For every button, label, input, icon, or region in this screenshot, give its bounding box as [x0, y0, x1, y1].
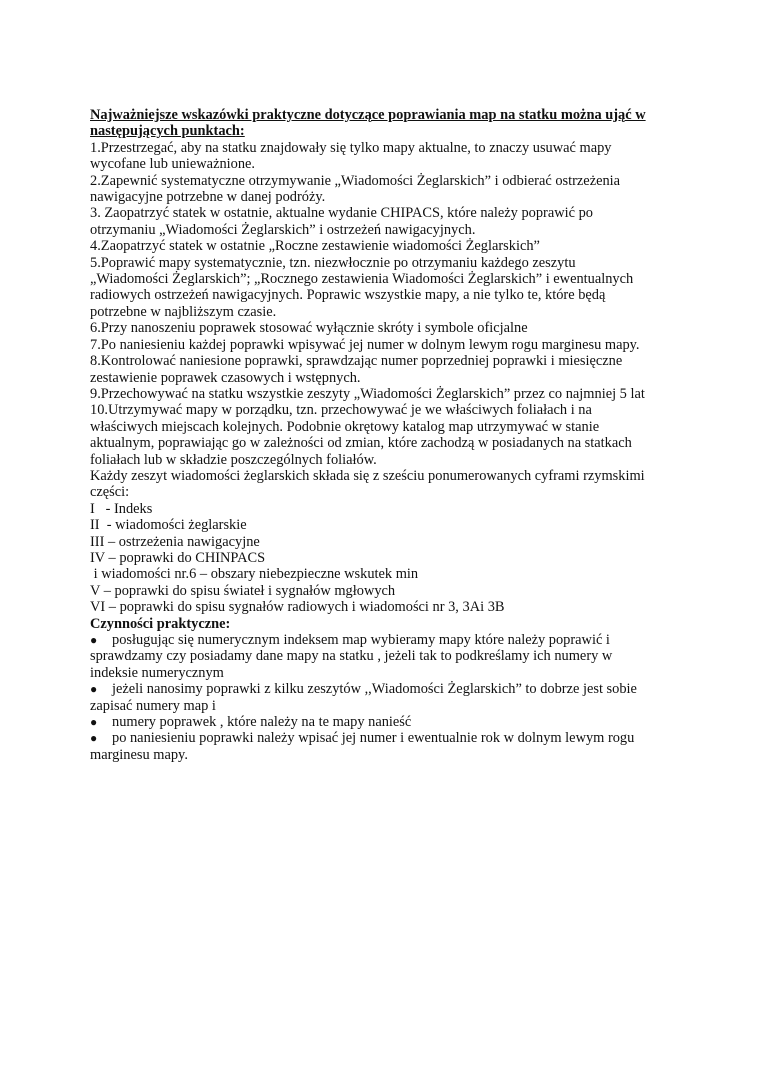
item-6: 6.Przy nanoszeniu poprawek stosować wyłącznie skróty i symbole oficjalne — [90, 320, 528, 337]
part-i: I - Indeks — [90, 500, 153, 517]
list-item — [90, 714, 655, 730]
item-1: 1.Przestrzegać, aby na statku znajdowały się tylko mapy aktualne, to znaczy usuwać mapy wycofane lub unieważnione. — [90, 139, 612, 173]
part-vi: VI – poprawki do spisu sygnałów radiowych i wiadomości nr 3, 3Ai 3B — [90, 599, 505, 616]
bullet-icon: ● — [90, 731, 98, 746]
part-iv: IV – poprawki do CHINPACS — [90, 549, 266, 566]
item-2: 2.Zapewnić systematyczne otrzymywanie „Wiadomości Żeglarskich” i odbierać ostrzeżenia nawigacyjne potrzebne w danej podróży. — [90, 172, 621, 206]
part-v: V – poprawki do spisu świateł i sygnałów mgłowych — [90, 582, 396, 599]
parts-intro: Każdy zeszyt wiadomości żeglarskich składa się z sześciu ponumerowanych cyframi rzymskimi części: — [90, 467, 645, 501]
list-item — [90, 681, 655, 714]
bullet-text: jeżeli nanosimy poprawki z kilku zeszytów ,,Wiadomości Żeglarskich” to dobrze jest sobie zapisać numery map i — [90, 681, 637, 714]
practical-steps-heading: Czynności praktyczne: — [90, 615, 231, 632]
item-3: 3. Zaopatrzyć statek w ostatnie, aktualne wydanie CHIPACS, które należy poprawić po otrzymaniu „Wiadomości Żeglarskich” i ostrzeżeń nawigacyjnych. — [90, 205, 594, 238]
item-5: 5.Poprawić mapy systematycznie, tzn. niezwłocznie po otrzymaniu każdego zeszytu „Wiadomości Żeglarskich”; „Rocznego zestawienia Wiadomości Żeglarskich” i ewentualnych radiowych ostrzeżeń nawigacyjnych. Poprawic wszystkie mapy, a nie tylko te, które będą potrzebne w najbliższym czasie. — [90, 254, 634, 320]
list-item — [90, 730, 655, 763]
bullet-icon: ● — [90, 633, 98, 647]
part-ii: II - wiadomości żeglarskie — [90, 517, 247, 534]
item-10: 10.Utrzymywać mapy w porządku, tzn. przechowywać je we właściwych foliałach i na właściwych miejscach kolejnych. Podobnie okrętowy katalog map utrzymywać w stanie aktualnym, poprawiając go w zależności od zmian, które zachodzą w posiadanych na statkach foliałach lub w składzie poszczególnych foliałów. — [90, 402, 632, 468]
bullet-icon: ● — [90, 715, 98, 730]
item-7: 7.Po naniesieniu każdej poprawki wpisywać jej numer w dolnym lewym rogu marginesu mapy. — [90, 336, 640, 353]
part-iii: III – ostrzeżenia nawigacyjne — [90, 533, 260, 550]
bullet-text: posługując się numerycznym indeksem map wybieramy mapy które należy poprawić i sprawdzamy czy posiadamy dane mapy na statku , jeżeli tak to podkreślamy ich numery w indeksie numerycznym — [90, 632, 613, 681]
item-9: 9.Przechowywać na statku wszystkie zeszyty „Wiadomości Żeglarskich” przez co najmniej 5 lat — [90, 385, 645, 402]
part-iv-continued: i wiadomości nr.6 – obszary niebezpieczne wskutek min — [90, 566, 419, 583]
item-4: 4.Zaopatrzyć statek w ostatnie „Roczne zestawienie wiadomości Żeglarskich” — [90, 238, 540, 255]
bullet-text: po naniesieniu poprawki należy wpisać jej numer i ewentualnie rok w dolnym lewym rogu marginesu mapy. — [90, 730, 635, 763]
list-item — [90, 632, 655, 681]
item-8: 8.Kontrolować naniesione poprawki, sprawdzając numer poprzedniej poprawki i miesięczne zestawienie poprawek czasowych i wstępnych. — [90, 353, 623, 386]
document-heading: Najważniejsze wskazówki praktyczne dotyczące poprawiania map na statku można ująć w następujących punktach: — [90, 107, 646, 140]
bullet-text: numery poprawek , które należy na te mapy nanieść — [112, 714, 412, 731]
document-content — [90, 107, 655, 763]
practical-steps-list — [90, 632, 655, 763]
bullet-icon: ● — [90, 682, 98, 697]
